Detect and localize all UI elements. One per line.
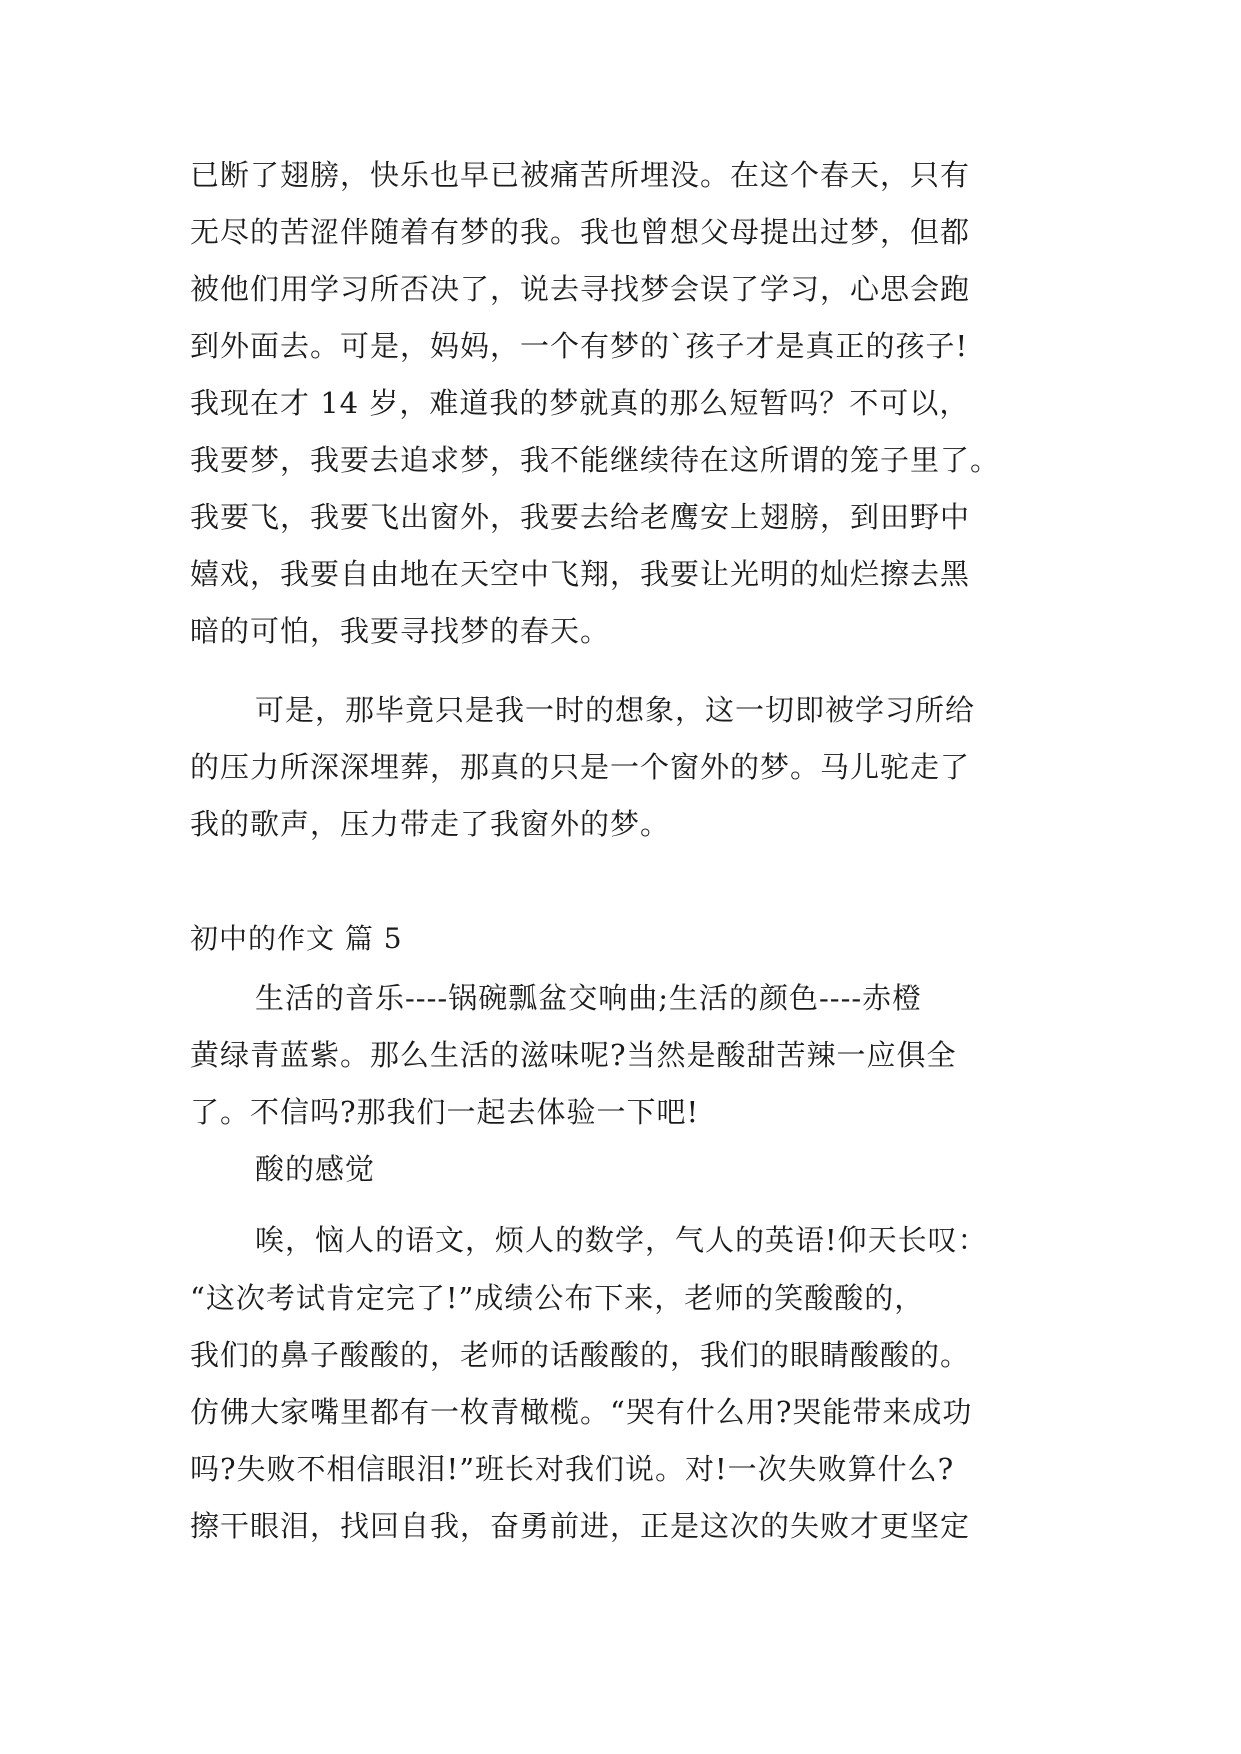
text-line: 的压力所深深埋葬，那真的只是一个窗外的梦。马儿驼走了 [190, 750, 971, 784]
text-line: 我要梦，我要去追求梦，我不能继续待在这所谓的笼子里了。 [190, 443, 1001, 477]
subheading: 酸的感觉 [255, 1152, 376, 1186]
text-line: 吗?失败不相信眼泪!”班长对我们说。对!一次失败算什么? [190, 1452, 955, 1486]
text-line: 了。不信吗?那我们一起去体验一下吧! [190, 1095, 700, 1129]
text-line: 唉，恼人的语文，烦人的数学，气人的英语!仰天长叹： [255, 1223, 988, 1257]
text-line: 我的歌声，压力带走了我窗外的梦。 [190, 807, 671, 841]
text-line: 嬉戏，我要自由地在天空中飞翔，我要让光明的灿烂擦去黑 [190, 557, 971, 591]
text-line: 擦干眼泪，找回自我，奋勇前进，正是这次的失败才更坚定 [190, 1509, 971, 1543]
text-line: 到外面去。可是，妈妈，一个有梦的`孩子才是真正的孩子! [190, 329, 969, 363]
text-line: 我们的鼻子酸酸的，老师的话酸酸的，我们的眼睛酸酸的。 [190, 1338, 971, 1372]
text-line: 黄绿青蓝紫。那么生活的滋味呢?当然是酸甜苦辣一应俱全 [190, 1038, 957, 1072]
section-heading: 初中的作文 篇 5 [190, 922, 403, 955]
text-line: 暗的可怕，我要寻找梦的春天。 [190, 614, 611, 648]
text-line: 仿佛大家嘴里都有一枚青橄榄。“哭有什么用?哭能带来成功 [190, 1395, 973, 1429]
text-line: 无尽的苦涩伴随着有梦的我。我也曾想父母提出过梦，但都 [190, 215, 971, 249]
text-line: 已断了翅膀，快乐也早已被痛苦所埋没。在这个春天，只有 [190, 158, 971, 192]
text-line: 可是，那毕竟只是我一时的想象，这一切即被学习所给 [255, 693, 976, 727]
text-line: 我现在才 14 岁，难道我的梦就真的那么短暂吗？不可以， [190, 386, 970, 420]
text-line: 生活的音乐----锅碗瓢盆交响曲;生活的颜色----赤橙 [255, 981, 923, 1015]
text-line: 我要飞，我要飞出窗外，我要去给老鹰安上翅膀，到田野中 [190, 500, 971, 534]
text-line: “这次考试肯定完了!”成绩公布下来，老师的笑酸酸的， [190, 1281, 925, 1315]
text-line: 被他们用学习所否决了，说去寻找梦会误了学习，心思会跑 [190, 272, 971, 306]
